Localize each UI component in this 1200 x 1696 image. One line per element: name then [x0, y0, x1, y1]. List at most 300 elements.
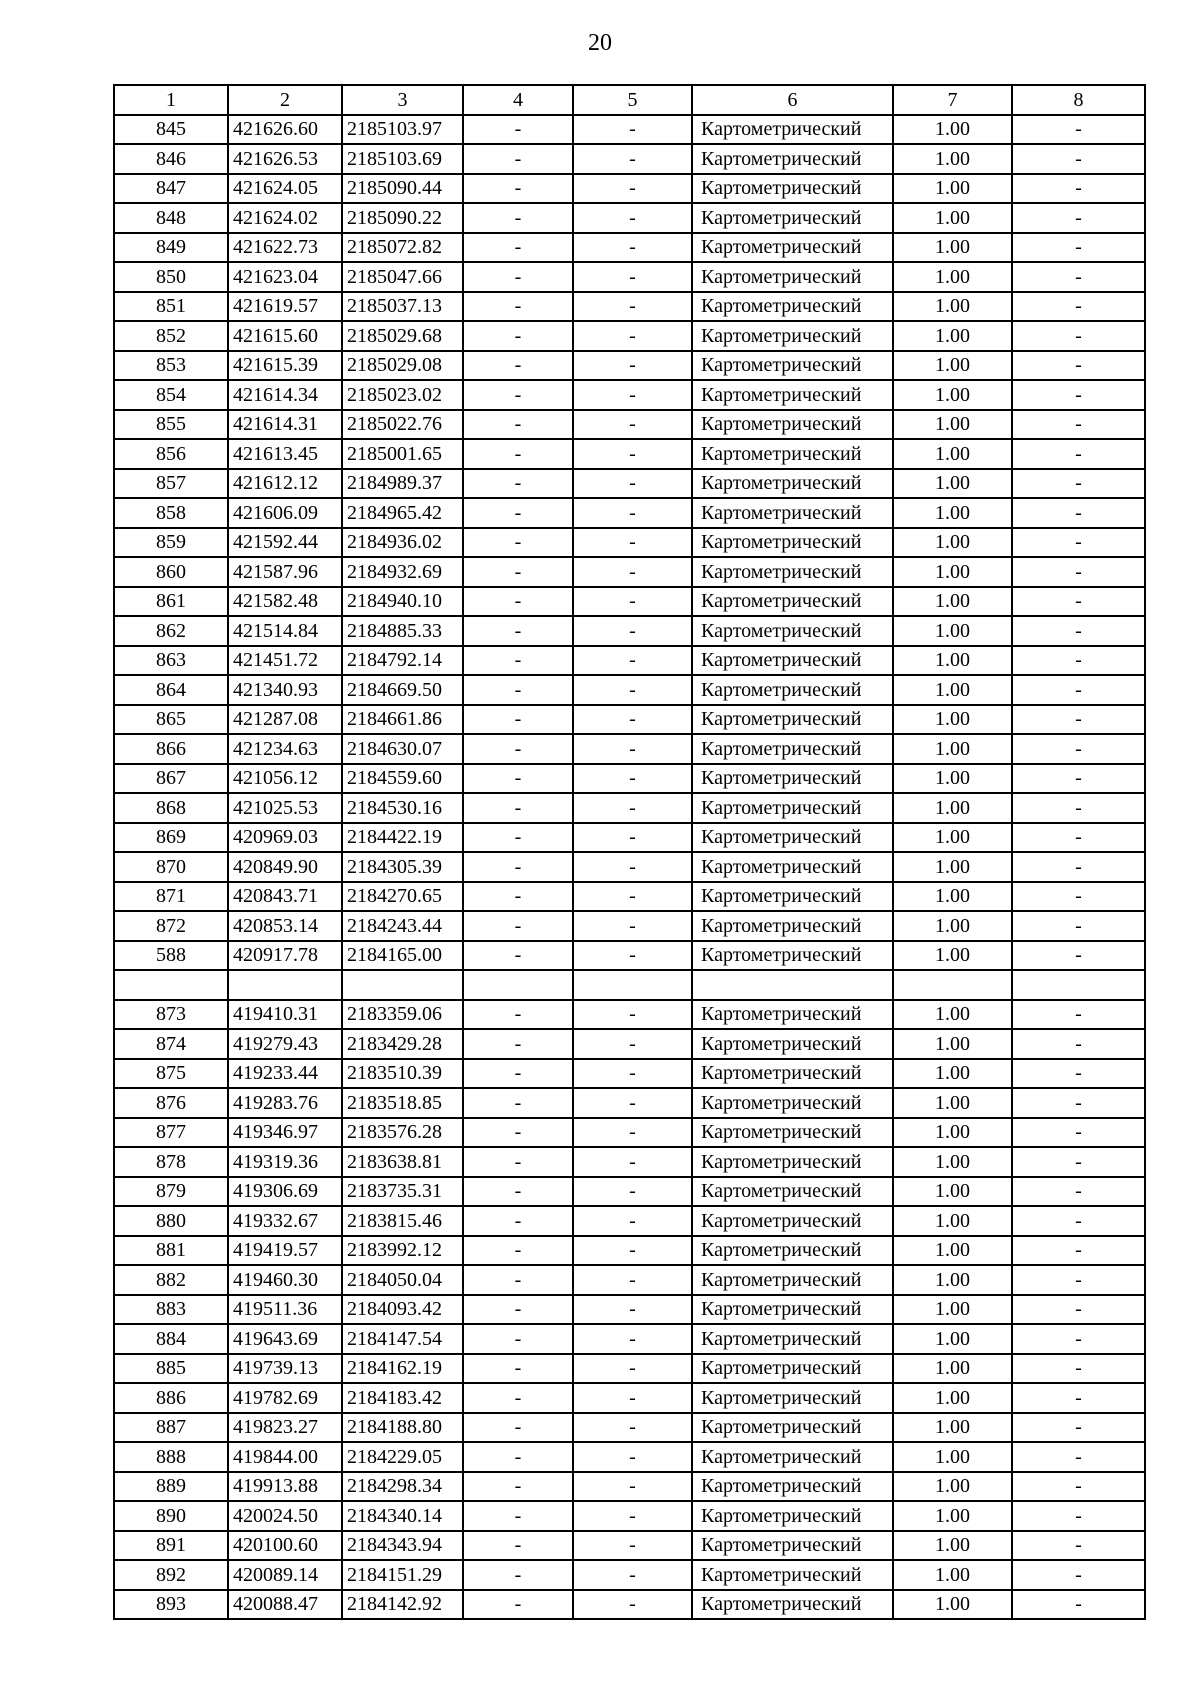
column-4-cell: -	[463, 882, 573, 912]
y-coordinate-cell: 2184530.16	[342, 793, 463, 823]
column-8-cell: -	[1012, 1118, 1145, 1148]
column-4-cell: -	[463, 1560, 573, 1590]
column-5-cell: -	[573, 1442, 692, 1472]
column-4-cell: -	[463, 1295, 573, 1325]
column-5-cell: -	[573, 321, 692, 351]
accuracy-cell: 1.00	[893, 1442, 1012, 1472]
accuracy-cell: 1.00	[893, 410, 1012, 440]
point-number-cell: 875	[114, 1059, 228, 1089]
method-cell: Картометрический	[692, 1295, 893, 1325]
column-header: 6	[692, 85, 893, 115]
y-coordinate-cell: 2183510.39	[342, 1059, 463, 1089]
column-5-cell: -	[573, 1206, 692, 1236]
column-8-cell: -	[1012, 262, 1145, 292]
method-cell: Картометрический	[692, 1177, 893, 1207]
accuracy-cell: 1.00	[893, 911, 1012, 941]
accuracy-cell: 1.00	[893, 233, 1012, 263]
column-8-cell: -	[1012, 823, 1145, 853]
column-header: 8	[1012, 85, 1145, 115]
point-number-cell	[114, 970, 228, 1000]
table-header-row	[114, 85, 1145, 115]
column-4-cell: -	[463, 1118, 573, 1148]
page-number: 20	[588, 30, 612, 56]
method-cell: Картометрический	[692, 852, 893, 882]
accuracy-cell: 1.00	[893, 174, 1012, 204]
column-4-cell: -	[463, 1442, 573, 1472]
accuracy-cell: 1.00	[893, 439, 1012, 469]
column-5-cell: -	[573, 351, 692, 381]
column-5-cell: -	[573, 262, 692, 292]
table-row	[114, 380, 1145, 410]
column-8-cell: -	[1012, 675, 1145, 705]
method-cell: Картометрический	[692, 498, 893, 528]
y-coordinate-cell: 2184965.42	[342, 498, 463, 528]
point-number-cell: 858	[114, 498, 228, 528]
table-row	[114, 144, 1145, 174]
column-5-cell: -	[573, 1560, 692, 1590]
point-number-cell: 865	[114, 705, 228, 735]
column-4-cell: -	[463, 439, 573, 469]
method-cell: Картометрический	[692, 144, 893, 174]
y-coordinate-cell: 2183992.12	[342, 1236, 463, 1266]
x-coordinate-cell: 419419.57	[228, 1236, 342, 1266]
column-8-cell: -	[1012, 1560, 1145, 1590]
column-8-cell: -	[1012, 351, 1145, 381]
y-coordinate-cell: 2184165.00	[342, 941, 463, 971]
y-coordinate-cell: 2183735.31	[342, 1177, 463, 1207]
point-number-cell: 874	[114, 1029, 228, 1059]
y-coordinate-cell: 2184885.33	[342, 616, 463, 646]
column-header: 4	[463, 85, 573, 115]
method-cell: Картометрический	[692, 174, 893, 204]
column-8-cell: -	[1012, 469, 1145, 499]
y-coordinate-cell: 2185023.02	[342, 380, 463, 410]
point-number-cell: 879	[114, 1177, 228, 1207]
method-cell: Картометрический	[692, 882, 893, 912]
method-cell: Картометрический	[692, 292, 893, 322]
accuracy-cell: 1.00	[893, 1000, 1012, 1030]
accuracy-cell: 1.00	[893, 616, 1012, 646]
accuracy-cell: 1.00	[893, 1265, 1012, 1295]
column-4-cell: -	[463, 911, 573, 941]
point-number-cell: 877	[114, 1118, 228, 1148]
method-cell: Картометрический	[692, 1472, 893, 1502]
table-row	[114, 1059, 1145, 1089]
column-5-cell: -	[573, 233, 692, 263]
point-number-cell: 851	[114, 292, 228, 322]
point-number-cell: 861	[114, 587, 228, 617]
method-cell: Картометрический	[692, 1324, 893, 1354]
table-row	[114, 1590, 1145, 1620]
column-8-cell: -	[1012, 911, 1145, 941]
point-number-cell: 848	[114, 203, 228, 233]
accuracy-cell: 1.00	[893, 852, 1012, 882]
accuracy-cell: 1.00	[893, 1147, 1012, 1177]
x-coordinate-cell: 420088.47	[228, 1590, 342, 1620]
column-4-cell: -	[463, 233, 573, 263]
x-coordinate-cell: 421615.60	[228, 321, 342, 351]
column-8-cell: -	[1012, 616, 1145, 646]
point-number-cell: 857	[114, 469, 228, 499]
column-header: 5	[573, 85, 692, 115]
point-number-cell: 869	[114, 823, 228, 853]
y-coordinate-cell: 2185037.13	[342, 292, 463, 322]
column-8-cell: -	[1012, 1295, 1145, 1325]
table-row	[114, 1177, 1145, 1207]
column-5-cell: -	[573, 1029, 692, 1059]
x-coordinate-cell: 421587.96	[228, 557, 342, 587]
column-5-cell	[573, 970, 692, 1000]
x-coordinate-cell: 421612.12	[228, 469, 342, 499]
y-coordinate-cell: 2183815.46	[342, 1206, 463, 1236]
table-row	[114, 174, 1145, 204]
method-cell: Картометрический	[692, 1354, 893, 1384]
column-8-cell: -	[1012, 528, 1145, 558]
column-8-cell: -	[1012, 1265, 1145, 1295]
y-coordinate-cell: 2184162.19	[342, 1354, 463, 1384]
column-4-cell: -	[463, 1324, 573, 1354]
column-8-cell: -	[1012, 410, 1145, 440]
y-coordinate-cell: 2185090.22	[342, 203, 463, 233]
x-coordinate-cell: 421340.93	[228, 675, 342, 705]
accuracy-cell: 1.00	[893, 292, 1012, 322]
y-coordinate-cell: 2185103.69	[342, 144, 463, 174]
method-cell: Картометрический	[692, 1590, 893, 1620]
column-header: 3	[342, 85, 463, 115]
y-coordinate-cell: 2185022.76	[342, 410, 463, 440]
method-cell: Картометрический	[692, 233, 893, 263]
method-cell: Картометрический	[692, 1501, 893, 1531]
x-coordinate-cell: 421606.09	[228, 498, 342, 528]
column-4-cell: -	[463, 1501, 573, 1531]
table-row	[114, 675, 1145, 705]
table-row	[114, 498, 1145, 528]
column-5-cell: -	[573, 1118, 692, 1148]
table-row	[114, 1265, 1145, 1295]
method-cell: Картометрический	[692, 557, 893, 587]
y-coordinate-cell: 2184559.60	[342, 764, 463, 794]
method-cell: Картометрический	[692, 1413, 893, 1443]
column-4-cell: -	[463, 144, 573, 174]
x-coordinate-cell	[228, 970, 342, 1000]
method-cell: Картометрический	[692, 1560, 893, 1590]
column-5-cell: -	[573, 380, 692, 410]
y-coordinate-cell: 2184343.94	[342, 1531, 463, 1561]
y-coordinate-cell: 2183576.28	[342, 1118, 463, 1148]
x-coordinate-cell: 419279.43	[228, 1029, 342, 1059]
y-coordinate-cell: 2184630.07	[342, 734, 463, 764]
method-cell: Картометрический	[692, 115, 893, 145]
table-row	[114, 1501, 1145, 1531]
x-coordinate-cell: 421614.34	[228, 380, 342, 410]
column-8-cell: -	[1012, 705, 1145, 735]
method-cell: Картометрический	[692, 705, 893, 735]
x-coordinate-cell: 421582.48	[228, 587, 342, 617]
column-8-cell: -	[1012, 292, 1145, 322]
accuracy-cell	[893, 970, 1012, 1000]
table-row	[114, 321, 1145, 351]
column-5-cell: -	[573, 1472, 692, 1502]
table-row	[114, 646, 1145, 676]
y-coordinate-cell: 2185047.66	[342, 262, 463, 292]
column-4-cell: -	[463, 557, 573, 587]
column-5-cell: -	[573, 882, 692, 912]
point-number-cell: 849	[114, 233, 228, 263]
x-coordinate-cell: 421614.31	[228, 410, 342, 440]
accuracy-cell: 1.00	[893, 764, 1012, 794]
method-cell: Картометрический	[692, 911, 893, 941]
column-5-cell: -	[573, 1177, 692, 1207]
method-cell: Картометрический	[692, 351, 893, 381]
column-5-cell: -	[573, 1413, 692, 1443]
accuracy-cell: 1.00	[893, 1236, 1012, 1266]
table-row	[114, 1000, 1145, 1030]
table-row	[114, 528, 1145, 558]
method-cell: Картометрический	[692, 439, 893, 469]
method-cell: Картометрический	[692, 528, 893, 558]
y-coordinate-cell: 2185072.82	[342, 233, 463, 263]
y-coordinate-cell: 2184147.54	[342, 1324, 463, 1354]
column-8-cell: -	[1012, 498, 1145, 528]
x-coordinate-cell: 419844.00	[228, 1442, 342, 1472]
x-coordinate-cell: 421613.45	[228, 439, 342, 469]
x-coordinate-cell: 420089.14	[228, 1560, 342, 1590]
table-row	[114, 1029, 1145, 1059]
column-4-cell: -	[463, 498, 573, 528]
column-header: 1	[114, 85, 228, 115]
point-number-cell: 588	[114, 941, 228, 971]
x-coordinate-cell: 419643.69	[228, 1324, 342, 1354]
accuracy-cell: 1.00	[893, 646, 1012, 676]
column-4-cell: -	[463, 1472, 573, 1502]
method-cell: Картометрический	[692, 734, 893, 764]
column-4-cell: -	[463, 1531, 573, 1561]
method-cell: Картометрический	[692, 646, 893, 676]
point-number-cell: 867	[114, 764, 228, 794]
column-4-cell: -	[463, 410, 573, 440]
column-4-cell: -	[463, 469, 573, 499]
point-number-cell: 876	[114, 1088, 228, 1118]
y-coordinate-cell: 2183518.85	[342, 1088, 463, 1118]
method-cell: Картометрический	[692, 1059, 893, 1089]
table-row	[114, 911, 1145, 941]
column-4-cell: -	[463, 262, 573, 292]
column-8-cell: -	[1012, 203, 1145, 233]
method-cell: Картометрический	[692, 469, 893, 499]
accuracy-cell: 1.00	[893, 793, 1012, 823]
point-number-cell: 872	[114, 911, 228, 941]
x-coordinate-cell: 421615.39	[228, 351, 342, 381]
column-4-cell: -	[463, 793, 573, 823]
y-coordinate-cell: 2184093.42	[342, 1295, 463, 1325]
accuracy-cell: 1.00	[893, 1177, 1012, 1207]
point-number-cell: 885	[114, 1354, 228, 1384]
method-cell: Картометрический	[692, 203, 893, 233]
column-8-cell: -	[1012, 764, 1145, 794]
y-coordinate-cell: 2185029.68	[342, 321, 463, 351]
accuracy-cell: 1.00	[893, 115, 1012, 145]
column-4-cell: -	[463, 705, 573, 735]
column-4-cell: -	[463, 174, 573, 204]
column-8-cell: -	[1012, 115, 1145, 145]
column-4-cell: -	[463, 203, 573, 233]
y-coordinate-cell: 2184792.14	[342, 646, 463, 676]
x-coordinate-cell: 419332.67	[228, 1206, 342, 1236]
column-4-cell: -	[463, 1029, 573, 1059]
accuracy-cell: 1.00	[893, 557, 1012, 587]
y-coordinate-cell: 2184340.14	[342, 1501, 463, 1531]
y-coordinate-cell: 2184936.02	[342, 528, 463, 558]
accuracy-cell: 1.00	[893, 1088, 1012, 1118]
table-row	[114, 1295, 1145, 1325]
table-body	[114, 115, 1145, 1620]
point-number-cell: 847	[114, 174, 228, 204]
column-8-cell: -	[1012, 1442, 1145, 1472]
table-row	[114, 1560, 1145, 1590]
y-coordinate-cell: 2184270.65	[342, 882, 463, 912]
table-row	[114, 1413, 1145, 1443]
x-coordinate-cell: 421592.44	[228, 528, 342, 558]
y-coordinate-cell: 2184151.29	[342, 1560, 463, 1590]
table-row	[114, 1383, 1145, 1413]
column-5-cell: -	[573, 616, 692, 646]
column-5-cell: -	[573, 734, 692, 764]
column-4-cell: -	[463, 764, 573, 794]
column-5-cell: -	[573, 705, 692, 735]
accuracy-cell: 1.00	[893, 351, 1012, 381]
point-number-cell: 852	[114, 321, 228, 351]
method-cell: Картометрический	[692, 1531, 893, 1561]
column-4-cell: -	[463, 321, 573, 351]
column-8-cell: -	[1012, 734, 1145, 764]
accuracy-cell: 1.00	[893, 144, 1012, 174]
column-4-cell: -	[463, 1206, 573, 1236]
method-cell: Картометрический	[692, 793, 893, 823]
column-8-cell: -	[1012, 1206, 1145, 1236]
table-row	[114, 469, 1145, 499]
accuracy-cell: 1.00	[893, 1118, 1012, 1148]
column-4-cell: -	[463, 292, 573, 322]
method-cell: Картометрический	[692, 1029, 893, 1059]
point-number-cell: 866	[114, 734, 228, 764]
y-coordinate-cell: 2184142.92	[342, 1590, 463, 1620]
table-row	[114, 587, 1145, 617]
accuracy-cell: 1.00	[893, 1531, 1012, 1561]
x-coordinate-cell: 419511.36	[228, 1295, 342, 1325]
y-coordinate-cell: 2184932.69	[342, 557, 463, 587]
x-coordinate-cell: 420969.03	[228, 823, 342, 853]
table-row	[114, 1472, 1145, 1502]
accuracy-cell: 1.00	[893, 321, 1012, 351]
x-coordinate-cell: 419460.30	[228, 1265, 342, 1295]
column-8-cell: -	[1012, 557, 1145, 587]
x-coordinate-cell: 419823.27	[228, 1413, 342, 1443]
column-5-cell: -	[573, 557, 692, 587]
column-8-cell: -	[1012, 1059, 1145, 1089]
column-4-cell: -	[463, 1413, 573, 1443]
point-number-cell: 889	[114, 1472, 228, 1502]
point-number-cell: 886	[114, 1383, 228, 1413]
column-5-cell: -	[573, 292, 692, 322]
method-cell: Картометрический	[692, 675, 893, 705]
x-coordinate-cell: 421287.08	[228, 705, 342, 735]
y-coordinate-cell: 2185103.97	[342, 115, 463, 145]
method-cell: Картометрический	[692, 1206, 893, 1236]
column-8-cell: -	[1012, 1531, 1145, 1561]
column-8-cell: -	[1012, 1354, 1145, 1384]
y-coordinate-cell: 2184422.19	[342, 823, 463, 853]
accuracy-cell: 1.00	[893, 498, 1012, 528]
method-cell: Картометрический	[692, 1118, 893, 1148]
column-5-cell: -	[573, 941, 692, 971]
point-number-cell: 871	[114, 882, 228, 912]
table-row	[114, 1442, 1145, 1472]
table-row	[114, 882, 1145, 912]
column-8-cell: -	[1012, 1383, 1145, 1413]
method-cell: Картометрический	[692, 410, 893, 440]
accuracy-cell: 1.00	[893, 1560, 1012, 1590]
accuracy-cell: 1.00	[893, 469, 1012, 499]
column-5-cell: -	[573, 1324, 692, 1354]
point-number-cell: 891	[114, 1531, 228, 1561]
column-5-cell: -	[573, 144, 692, 174]
column-5-cell: -	[573, 1265, 692, 1295]
point-number-cell: 880	[114, 1206, 228, 1236]
accuracy-cell: 1.00	[893, 1413, 1012, 1443]
column-5-cell: -	[573, 469, 692, 499]
point-number-cell: 845	[114, 115, 228, 145]
x-coordinate-cell: 419739.13	[228, 1354, 342, 1384]
table-row	[114, 852, 1145, 882]
column-8-cell: -	[1012, 1324, 1145, 1354]
column-4-cell: -	[463, 1177, 573, 1207]
x-coordinate-cell: 419233.44	[228, 1059, 342, 1089]
point-number-cell: 881	[114, 1236, 228, 1266]
point-number-cell: 892	[114, 1560, 228, 1590]
accuracy-cell: 1.00	[893, 528, 1012, 558]
point-number-cell: 856	[114, 439, 228, 469]
method-cell: Картометрический	[692, 380, 893, 410]
table-row	[114, 1531, 1145, 1561]
table-row	[114, 764, 1145, 794]
column-5-cell: -	[573, 1501, 692, 1531]
point-number-cell: 862	[114, 616, 228, 646]
table-row	[114, 351, 1145, 381]
column-5-cell: -	[573, 1147, 692, 1177]
y-coordinate-cell: 2184050.04	[342, 1265, 463, 1295]
table-row	[114, 1206, 1145, 1236]
x-coordinate-cell: 421622.73	[228, 233, 342, 263]
x-coordinate-cell: 419283.76	[228, 1088, 342, 1118]
accuracy-cell: 1.00	[893, 1472, 1012, 1502]
column-5-cell: -	[573, 203, 692, 233]
table-row	[114, 115, 1145, 145]
column-4-cell: -	[463, 1147, 573, 1177]
method-cell: Картометрический	[692, 321, 893, 351]
point-number-cell: 884	[114, 1324, 228, 1354]
table-row	[114, 233, 1145, 263]
column-5-cell: -	[573, 1000, 692, 1030]
method-cell: Картометрический	[692, 1088, 893, 1118]
column-4-cell	[463, 970, 573, 1000]
column-5-cell: -	[573, 646, 692, 676]
method-cell: Картометрический	[692, 1000, 893, 1030]
column-8-cell: -	[1012, 144, 1145, 174]
column-8-cell: -	[1012, 380, 1145, 410]
column-header: 2	[228, 85, 342, 115]
x-coordinate-cell: 421619.57	[228, 292, 342, 322]
method-cell: Картометрический	[692, 764, 893, 794]
